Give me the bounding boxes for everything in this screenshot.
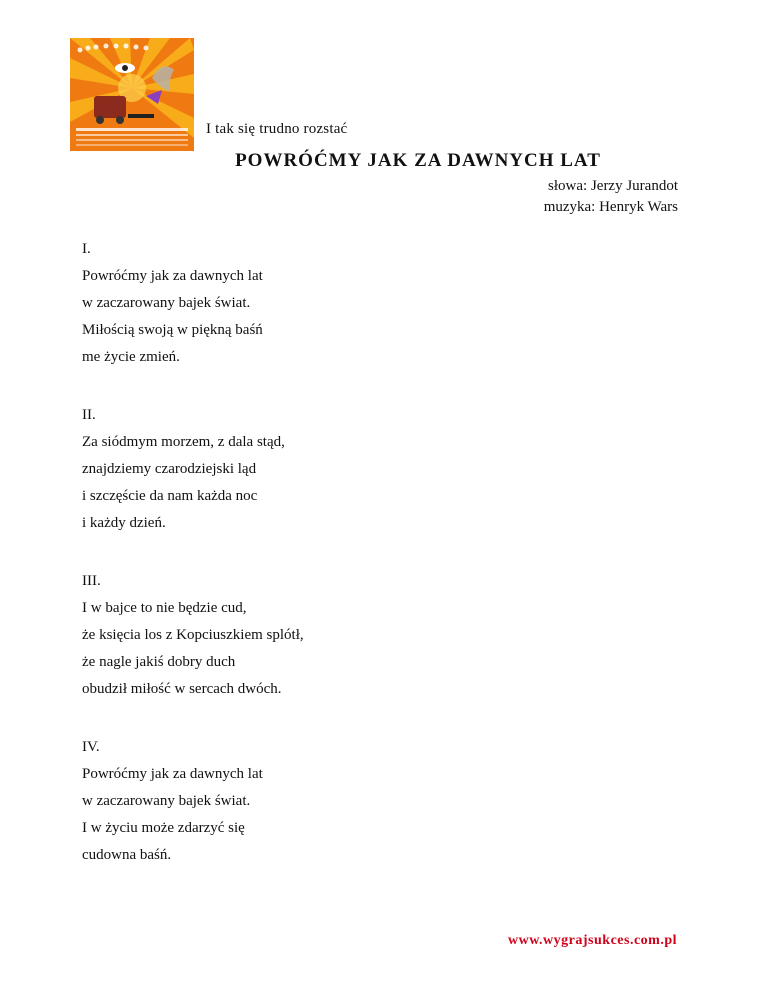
verse-number: III.: [82, 573, 101, 589]
verse: [82, 402, 304, 537]
verse-line: że księcia los z Kopciuszkiem splótł,: [82, 627, 304, 643]
verse-line: me życie zmień.: [82, 349, 180, 365]
music-credit: muzyka: Henryk Wars: [543, 199, 678, 215]
verse-line: znajdziemy czarodziejski ląd: [82, 461, 257, 477]
song-title: POWRÓĆMY JAK ZA DAWNYCH LAT: [235, 150, 601, 171]
verse-line: w zaczarowany bajek świat.: [82, 793, 251, 809]
verse-line: i każdy dzień.: [82, 515, 166, 531]
verse-line: obudził miłość w sercach dwóch.: [82, 681, 282, 697]
verse-line: Powróćmy jak za dawnych lat: [82, 268, 263, 284]
verse-line: Za siódmym morzem, z dala stąd,: [82, 434, 285, 450]
verse: [82, 568, 304, 703]
song-credits: [544, 176, 678, 218]
album-cover-logo: [70, 38, 194, 151]
verse-line: Miłością swoją w piękną baśń: [82, 322, 263, 338]
verse-line: cudowna baśń.: [82, 847, 172, 863]
verse-line: I w bajce to nie będzie cud,: [82, 600, 247, 616]
verse-line: że nagle jakiś dobry duch: [82, 654, 236, 670]
lyrics-credit: słowa: Jerzy Jurandot: [548, 178, 678, 194]
website-link[interactable]: www.wygrajsukces.com.pl: [508, 933, 677, 948]
verse-line: i szczęście da nam każda noc: [82, 488, 258, 504]
verse: [82, 734, 304, 869]
lyrics: [82, 236, 304, 900]
album-subtitle: I tak się trudno rozstać: [206, 121, 348, 137]
verse: [82, 236, 304, 371]
verse-line: I w życiu może zdarzyć się: [82, 820, 245, 836]
verse-line: w zaczarowany bajek świat.: [82, 295, 251, 311]
verse-number: I.: [82, 241, 91, 257]
verse-number: II.: [82, 407, 96, 423]
verse-number: IV.: [82, 739, 100, 755]
album-cover-art: [70, 38, 194, 151]
verse-line: Powróćmy jak za dawnych lat: [82, 766, 263, 782]
